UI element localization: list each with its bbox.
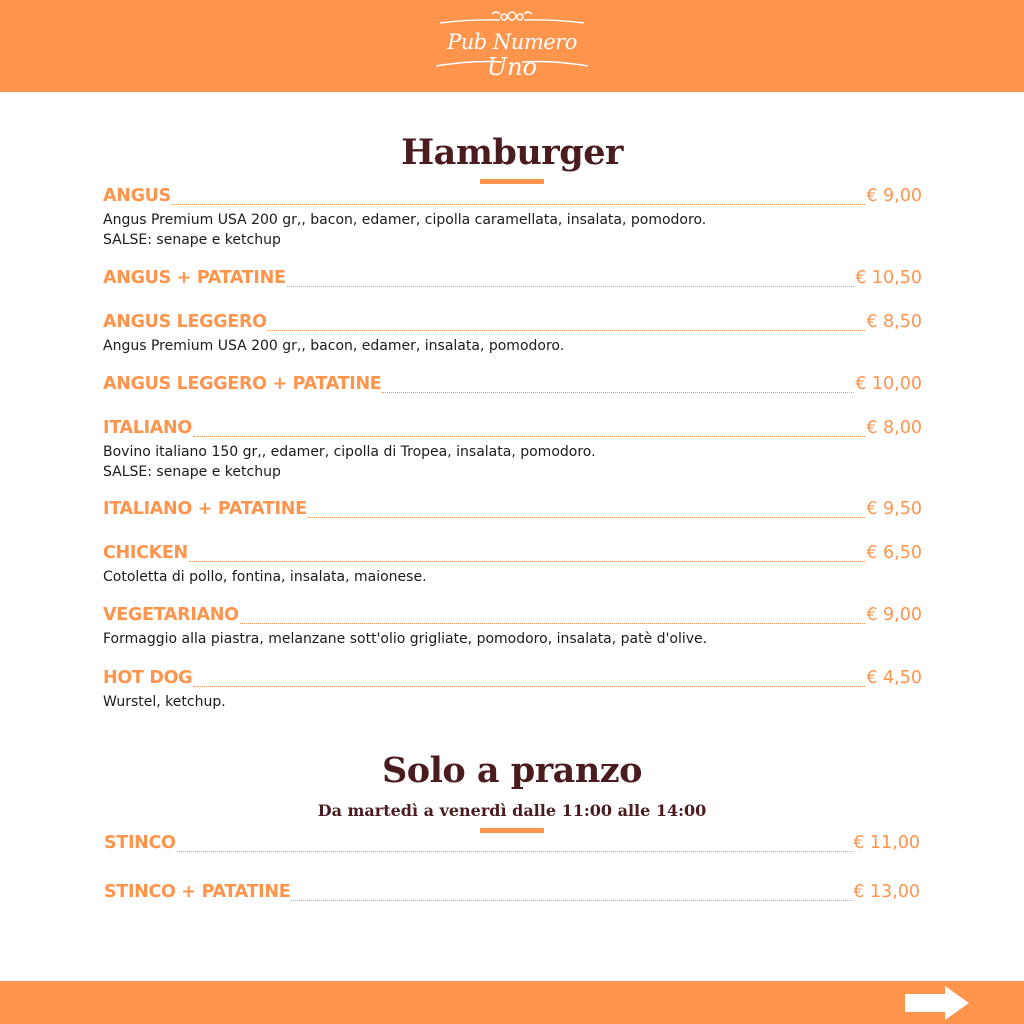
dotted-leader xyxy=(193,686,865,687)
menu-item-description: Wurstel, ketchup. xyxy=(103,694,226,710)
menu-item xyxy=(103,605,922,649)
menu-item-description: Cotoletta di pollo, fontina, insalata, maionese. xyxy=(103,569,427,585)
menu-item-price: € 9,00 xyxy=(866,605,922,625)
menu-item-line xyxy=(103,312,922,336)
section-subtitle-lunch: Da martedì a venerdì dalle 11:00 alle 14:00 xyxy=(317,801,707,820)
menu-item xyxy=(104,833,920,857)
logo-line2: Uno xyxy=(486,53,538,81)
menu-item-name: CHICKEN xyxy=(103,543,188,563)
menu-item-name: ANGUS + PATATINE xyxy=(103,268,286,288)
pub-logo[interactable] xyxy=(432,6,592,86)
menu-item-description: Angus Premium USA 200 gr,, bacon, edamer, cipolla caramellata, insalata, pomodoro. xyxy=(103,212,707,228)
menu-item-description: SALSE: senape e ketchup xyxy=(103,232,281,248)
menu-item-line xyxy=(103,268,922,292)
menu-item-line xyxy=(103,668,922,692)
menu-item-name: ANGUS xyxy=(103,186,171,206)
menu-item-line xyxy=(103,374,922,398)
dotted-leader xyxy=(287,286,855,287)
dotted-leader xyxy=(193,436,865,437)
menu-item-line xyxy=(103,499,922,523)
menu-item xyxy=(103,499,922,523)
menu-item xyxy=(104,882,920,906)
dotted-leader xyxy=(172,204,865,205)
menu-item-price: € 9,50 xyxy=(866,499,922,519)
dotted-leader xyxy=(177,851,853,852)
menu-item xyxy=(103,543,922,587)
menu-item-name: ANGUS LEGGERO + PATATINE xyxy=(103,374,382,394)
section-title-lunch: Solo a pranzo xyxy=(381,750,643,791)
menu-item-price: € 9,00 xyxy=(866,186,922,206)
menu-item-name: STINCO + PATATINE xyxy=(104,882,291,902)
header-bar xyxy=(0,0,1024,92)
menu-item-line xyxy=(103,418,922,442)
menu-item-name: ITALIANO + PATATINE xyxy=(103,499,307,519)
menu-item-price: € 10,50 xyxy=(855,268,922,288)
menu-item-name: ITALIANO xyxy=(103,418,192,438)
menu-item-line xyxy=(104,833,920,857)
menu-item-description: SALSE: senape e ketchup xyxy=(103,464,281,480)
dotted-leader xyxy=(240,623,866,624)
menu-item-price: € 8,00 xyxy=(866,418,922,438)
menu-item-description: Formaggio alla piastra, melanzane sott'olio grigliate, pomodoro, insalata, patè d'olive. xyxy=(103,631,708,647)
menu-item xyxy=(103,268,922,292)
dotted-leader xyxy=(268,330,866,331)
menu-item-price: € 8,50 xyxy=(866,312,922,332)
menu-item-line xyxy=(103,605,922,629)
menu-item-name: HOT DOG xyxy=(103,668,193,688)
menu-item-description: Bovino italiano 150 gr,, edamer, cipolla di Tropea, insalata, pomodoro. xyxy=(103,444,596,460)
menu-item-line xyxy=(103,186,922,210)
menu-item-name: STINCO xyxy=(104,833,176,853)
title-underline xyxy=(480,179,544,184)
right-arrow-icon[interactable] xyxy=(903,984,971,1022)
menu-item xyxy=(103,374,922,398)
menu-item-price: € 4,50 xyxy=(866,668,922,688)
logo-line1: Pub Numero xyxy=(447,30,577,54)
section-title-hamburger: Hamburger xyxy=(401,132,623,173)
menu-item xyxy=(103,312,922,356)
menu-item xyxy=(103,186,922,250)
menu-item-price: € 13,00 xyxy=(853,882,920,902)
menu-item-line xyxy=(104,882,920,906)
dotted-leader xyxy=(308,517,866,518)
footer-bar xyxy=(0,981,1024,1024)
menu-item-name: VEGETARIANO xyxy=(103,605,239,625)
menu-item xyxy=(103,668,922,712)
dotted-leader xyxy=(189,561,865,562)
menu-item-line xyxy=(103,543,922,567)
menu-item xyxy=(103,418,922,482)
dotted-leader xyxy=(291,900,852,901)
menu-item-price: € 10,00 xyxy=(855,374,922,394)
dotted-leader xyxy=(382,392,854,393)
menu-item-description: Angus Premium USA 200 gr,, bacon, edamer, insalata, pomodoro. xyxy=(103,338,565,354)
menu-item-price: € 11,00 xyxy=(853,833,920,853)
menu-item-price: € 6,50 xyxy=(866,543,922,563)
menu-item-name: ANGUS LEGGERO xyxy=(103,312,267,332)
